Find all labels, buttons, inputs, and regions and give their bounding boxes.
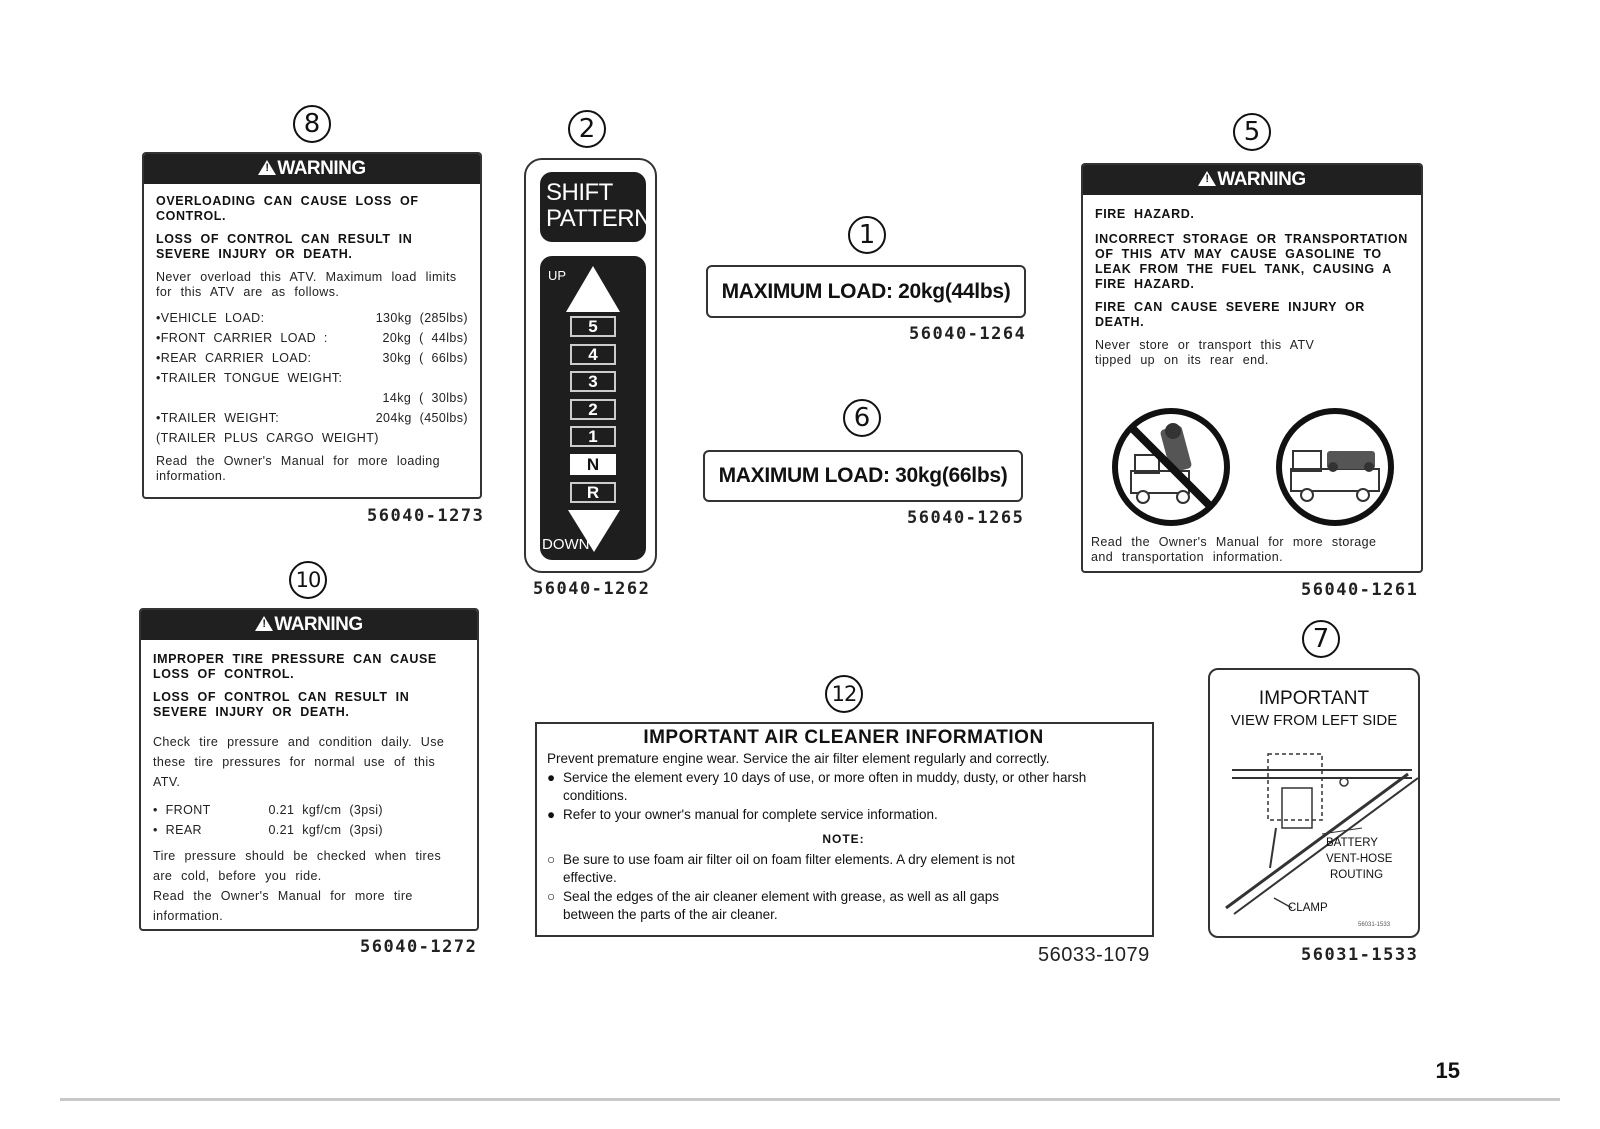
warning-instruction: Check tire pressure and condition daily. Use these tire pressures for normal use of this ATV.: [153, 735, 445, 789]
shift-pattern-label: [524, 158, 657, 573]
list-item: •VEHICLE LOAD: 130kg (285lbs): [156, 311, 468, 325]
air-cleaner-label: [535, 722, 1154, 937]
label-10-number: 10: [289, 561, 327, 599]
list-item: ● Service the element every 10 days of use, or more often in muddy, dusty, or other harsh conditions.: [547, 769, 1087, 803]
gear-4: 4: [570, 344, 616, 365]
warning-heading: !WARNING: [141, 610, 477, 640]
warning-statement: IMPROPER TIRE PRESSURE CAN CAUSE LOSS OF CONTROL.: [153, 652, 437, 681]
warning-instruction: Never overload this ATV. Maximum load limits for this ATV are as follows.: [156, 270, 457, 299]
no-tipped-storage-icon: [1109, 405, 1239, 529]
callout-routing: ROUTING: [1330, 869, 1384, 881]
gear-reverse: R: [570, 482, 616, 503]
manual-reference: Read the Owner's Manual for more tire information.: [153, 889, 413, 923]
gear-2: 2: [570, 399, 616, 420]
max-load-label-rear: MAXIMUM LOAD: 30kg(66lbs): [703, 450, 1023, 502]
vent-hose-routing-diagram: [1212, 748, 1418, 928]
label-7-number: 7: [1302, 620, 1340, 658]
page-bottom-rule: [60, 1098, 1560, 1101]
list-item: ○ Be sure to use foam air filter oil on foam filter elements. A dry element is not effective.: [547, 851, 1015, 885]
tiny-part-code: 56031-1533: [1358, 922, 1391, 928]
list-item: 14kg ( 30lbs): [382, 391, 468, 405]
part-number: 56040-1265: [907, 508, 1025, 528]
shift-pattern-title: SHIFT PATTERN: [540, 172, 646, 242]
max-load-label-front: MAXIMUM LOAD: 20kg(44lbs): [706, 265, 1026, 318]
warning-instruction: Never store or transport this ATV tipped up on its rear end.: [1095, 338, 1315, 367]
note-heading: NOTE:: [822, 832, 865, 846]
label-2-number: 2: [568, 110, 606, 148]
air-cleaner-title: IMPORTANT AIR CLEANER INFORMATION: [643, 727, 1044, 748]
up-arrow-icon: [540, 264, 646, 324]
gear-3: 3: [570, 371, 616, 392]
label-5-number: 5: [1233, 113, 1271, 151]
manual-reference: Read the Owner's Manual for more storage and transportation information.: [1091, 535, 1377, 564]
part-number: 56040-1273: [367, 506, 485, 526]
part-number: 56040-1262: [533, 579, 651, 599]
view-direction-text: VIEW FROM LEFT SIDE: [1230, 712, 1398, 729]
hazard-title: FIRE HAZARD.: [1095, 207, 1195, 221]
battery-vent-hose-label: [1208, 668, 1420, 938]
bullet-icon: ●: [547, 769, 556, 785]
air-cleaner-intro: Prevent premature engine wear. Service the air filter element regularly and correctly.: [547, 751, 1050, 766]
list-item: •TRAILER TONGUE WEIGHT:: [156, 371, 343, 385]
important-title: IMPORTANT: [1258, 688, 1370, 709]
part-number: 56040-1272: [360, 937, 478, 957]
label-8-number: 8: [293, 105, 331, 143]
warning-triangle-icon: [1198, 171, 1216, 186]
part-number: 56040-1264: [909, 324, 1027, 344]
list-item: •FRONT CARRIER LOAD : 20kg ( 44lbs): [156, 331, 468, 345]
gear-panel: [540, 256, 646, 560]
warning-statement: INCORRECT STORAGE OR TRANSPORTATION OF THIS ATV MAY CAUSE GASOLINE TO LEAK FROM THE FUEL TANK, CAUSING A FIRE HAZARD.: [1095, 232, 1408, 291]
warning-statement: OVERLOADING CAN CAUSE LOSS OF CONTROL.: [156, 194, 419, 223]
label-1-number: 1: [848, 216, 886, 254]
list-item: (TRAILER PLUS CARGO WEIGHT): [156, 431, 379, 445]
warning-consequence: LOSS OF CONTROL CAN RESULT IN SEVERE INJURY OR DEATH.: [153, 690, 410, 719]
list-item: •TRAILER WEIGHT: 204kg (450lbs): [156, 411, 468, 425]
gear-5: 5: [570, 316, 616, 337]
label-12-number: 12: [825, 675, 863, 713]
gear-neutral: N: [570, 454, 616, 475]
air-cleaner-bullets: [547, 769, 1107, 825]
circle-bullet-icon: ○: [547, 851, 556, 867]
warning-consequence: FIRE CAN CAUSE SEVERE INJURY OR DEATH.: [1095, 300, 1365, 329]
list-item: • FRONT 0.21 kgf/cm (3psi): [153, 803, 383, 817]
tire-check-note: Tire pressure should be checked when tires are cold, before you ride.: [153, 849, 442, 883]
page-number: 15: [1435, 1058, 1460, 1083]
tire-pressure-list: [153, 800, 383, 840]
manual-reference: Read the Owner's Manual for more loading information.: [156, 454, 440, 483]
warning-label-overloading: [142, 152, 482, 499]
warning-heading: !WARNING: [144, 154, 480, 184]
list-item: ● Refer to your owner's manual for complete service information.: [547, 806, 1107, 825]
gear-1: 1: [570, 426, 616, 447]
part-number: 56040-1261: [1301, 580, 1419, 600]
callout-clamp: CLAMP: [1288, 902, 1328, 914]
bullet-icon: ●: [547, 806, 556, 822]
label-6-number: 6: [843, 399, 881, 437]
warning-heading: !WARNING: [1083, 165, 1421, 195]
down-label: DOWN: [542, 536, 590, 553]
air-cleaner-notes: [547, 851, 1047, 925]
part-number: 56033-1079: [1038, 944, 1150, 966]
callout-battery: BATTERY: [1326, 837, 1378, 849]
warning-triangle-icon: [255, 616, 273, 631]
list-item: ○ Seal the edges of the air cleaner element with grease, as well as all gaps between the parts of the air cleaner.: [547, 888, 1000, 922]
warning-consequence: LOSS OF CONTROL CAN RESULT IN SEVERE INJURY OR DEATH.: [156, 232, 413, 261]
circle-bullet-icon: ○: [547, 888, 556, 904]
warning-triangle-icon: [258, 160, 276, 175]
callout-vent-hose: VENT-HOSE: [1326, 853, 1393, 865]
part-number: 56031-1533: [1301, 945, 1419, 965]
list-item: • REAR 0.21 kgf/cm (3psi): [153, 823, 383, 837]
warning-label-tire-pressure: [139, 608, 479, 931]
load-limits-list: [156, 308, 468, 448]
list-item: •REAR CARRIER LOAD: 30kg ( 66lbs): [156, 351, 468, 365]
correct-transport-icon: [1273, 405, 1403, 529]
up-label: UP: [548, 268, 567, 283]
warning-label-fire-hazard: [1081, 163, 1423, 573]
